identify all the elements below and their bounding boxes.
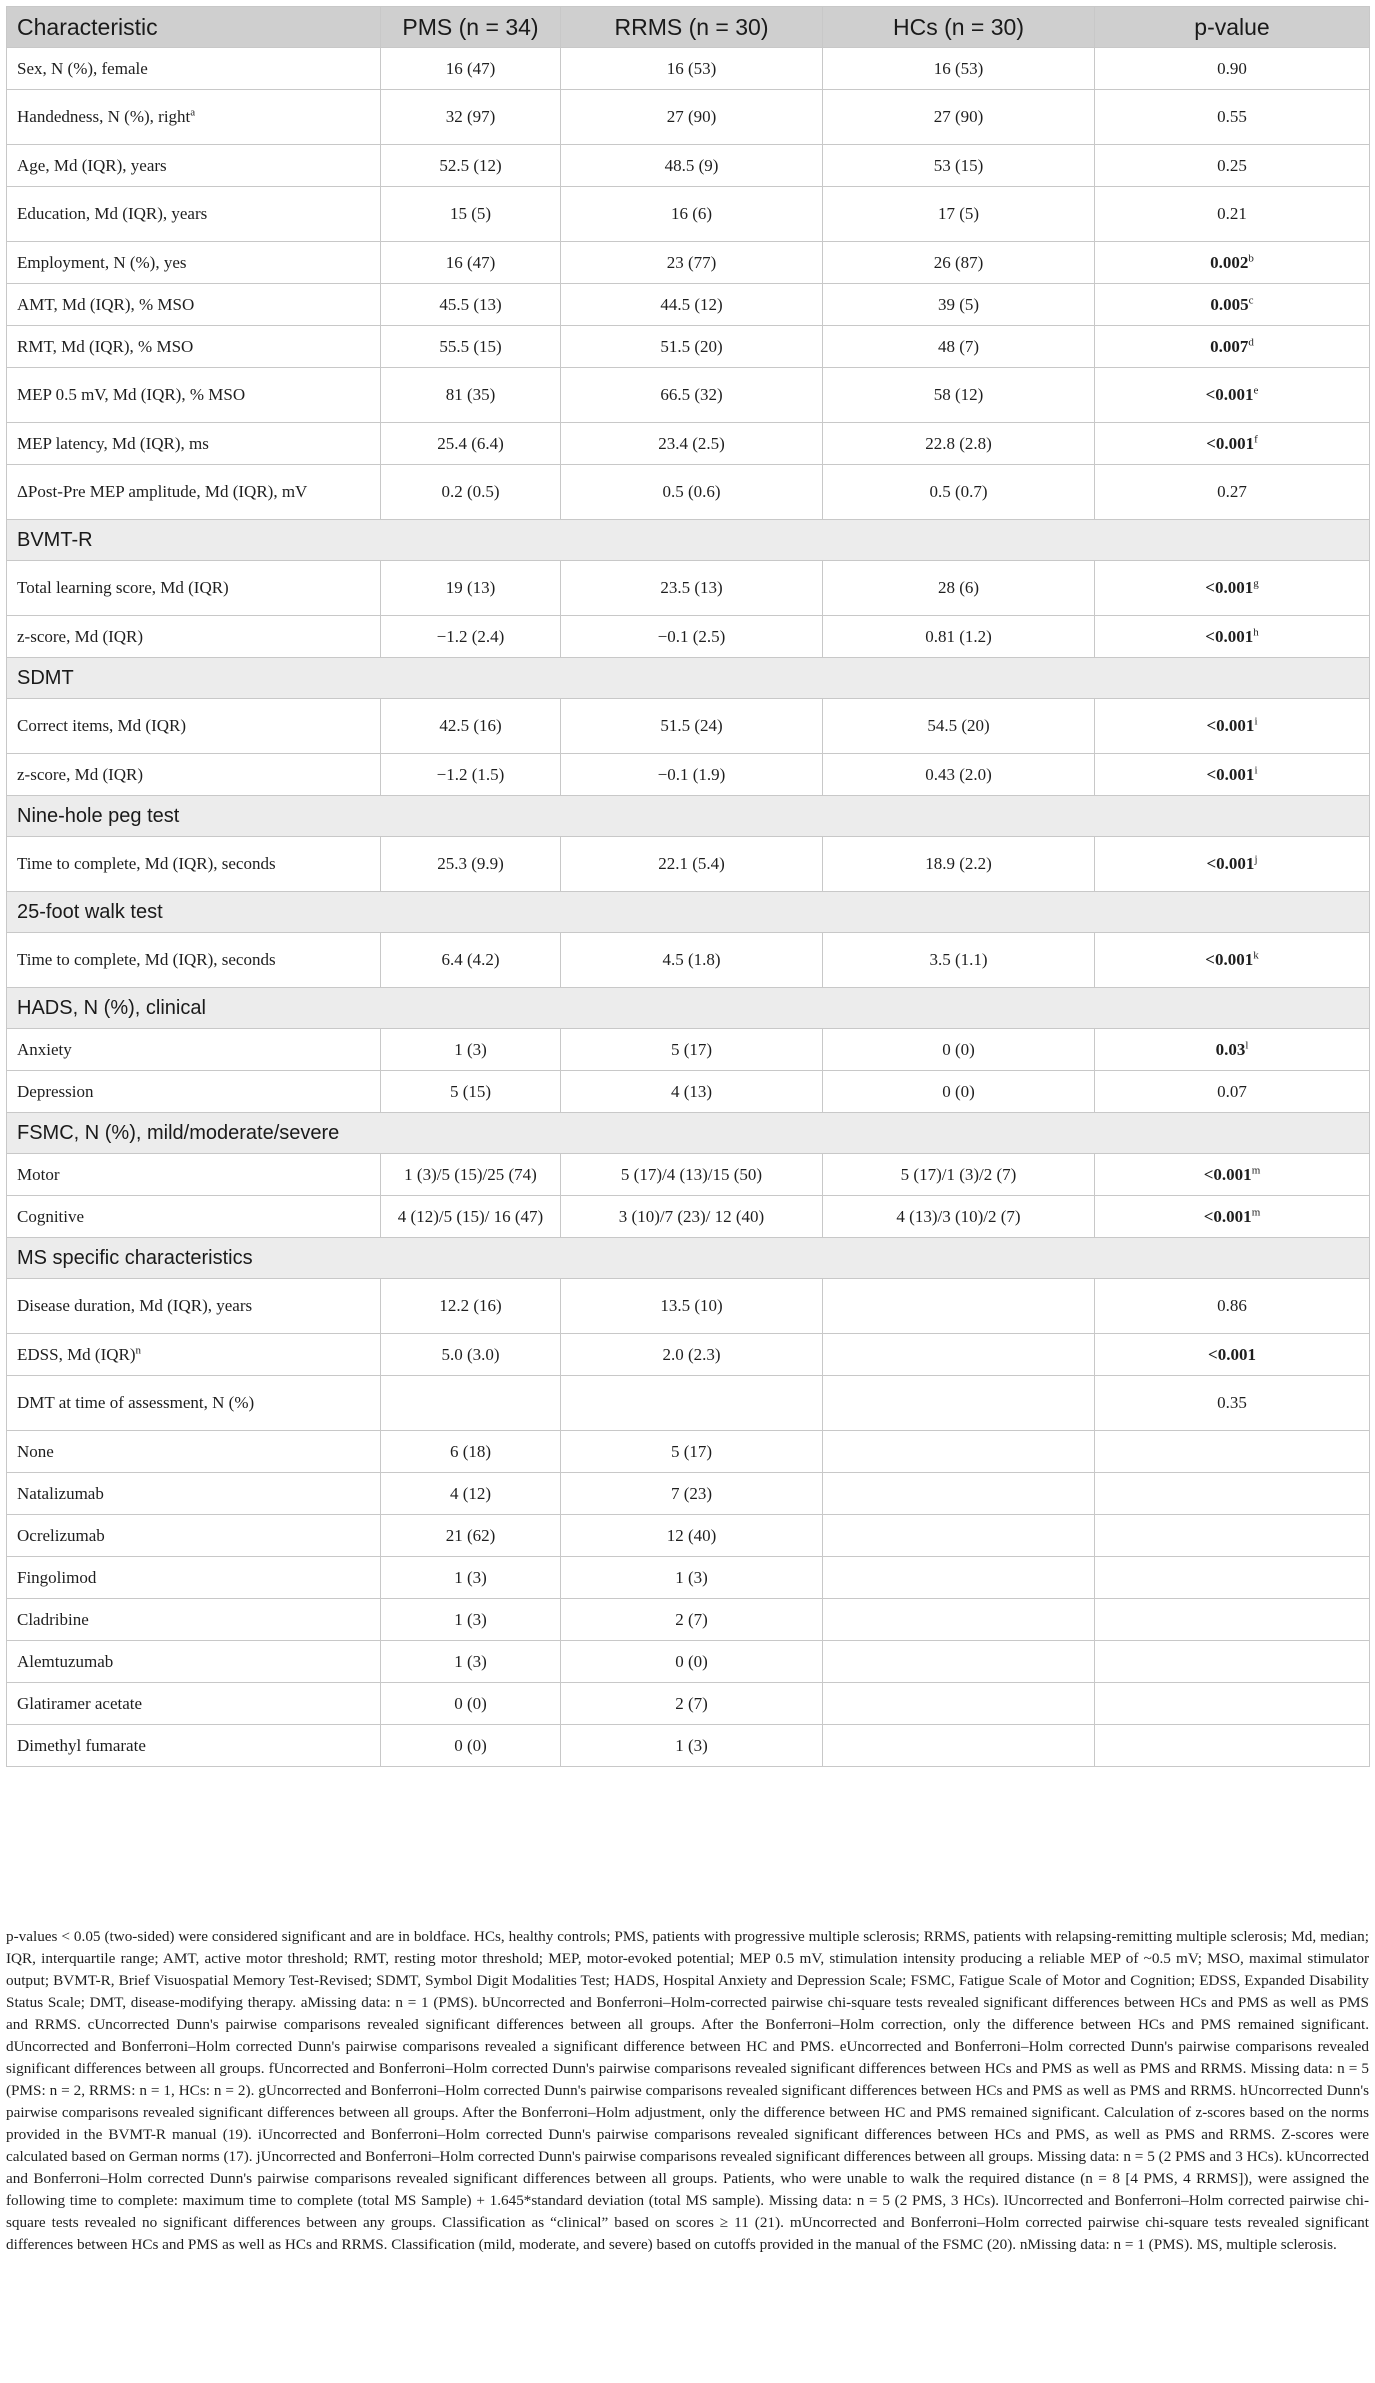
cell-pms: −1.2 (2.4) [381,616,561,658]
table-header-row [7,7,1370,48]
cell-hcs: 5 (17)/1 (3)/2 (7) [823,1154,1095,1196]
table-row [7,616,1370,658]
cell-pvalue [1095,1683,1370,1725]
pvalue-footnote-mark: j [1254,853,1258,866]
table-row [7,1196,1370,1238]
row-label: Time to complete, Md (IQR), seconds [17,950,276,969]
cell-pvalue [1095,1029,1370,1071]
table-row [7,145,1370,187]
label-footnote-mark: n [135,1343,142,1356]
table-row [7,423,1370,465]
cell-pvalue [1095,1154,1370,1196]
table-row [7,1334,1370,1376]
row-label-cell [7,561,381,616]
row-label-cell [7,1334,381,1376]
table-row [7,368,1370,423]
cell-pvalue [1095,423,1370,465]
row-label: Total learning score, Md (IQR) [17,578,229,597]
pvalue-footnote-mark: i [1254,715,1258,728]
table-row [7,284,1370,326]
pvalue-text: <0.001 [1206,764,1255,784]
cell-pms: 25.4 (6.4) [381,423,561,465]
row-label: MEP latency, Md (IQR), ms [17,433,209,453]
cell-hcs [823,1515,1095,1557]
table-row [7,1473,1370,1515]
pvalue-text: 0.35 [1217,1393,1247,1412]
cell-rrms: 16 (53) [561,48,823,90]
row-label-cell [7,145,381,187]
section-label: 25-foot walk test [7,892,1370,933]
cell-rrms: 5 (17) [561,1029,823,1071]
row-label-cell [7,1071,381,1113]
cell-pvalue [1095,1473,1370,1515]
cell-rrms: 0.5 (0.6) [561,465,823,520]
table-row [7,1376,1370,1431]
cell-hcs: 53 (15) [823,145,1095,187]
cell-rrms: 5 (17)/4 (13)/15 (50) [561,1154,823,1196]
row-label-cell [7,933,381,988]
cell-hcs: 0 (0) [823,1029,1095,1071]
pvalue-text: <0.001 [1206,854,1255,873]
pvalue-text: 0.007 [1210,336,1249,356]
cell-hcs: 0.81 (1.2) [823,616,1095,658]
cell-pms: 1 (3)/5 (15)/25 (74) [381,1154,561,1196]
table-body [7,48,1370,1767]
label-footnote-mark: a [190,106,196,119]
pvalue-footnote-mark: c [1248,293,1254,306]
pvalue-footnote-mark: k [1253,949,1259,962]
cell-hcs [823,1334,1095,1376]
row-label: Education, Md (IQR), years [17,204,208,223]
cell-pms: 1 (3) [381,1029,561,1071]
row-label-cell [7,187,381,242]
cell-pvalue [1095,1376,1370,1431]
cell-rrms: 51.5 (24) [561,699,823,754]
cell-hcs: 28 (6) [823,561,1095,616]
section-label: Nine-hole peg test [7,796,1370,837]
cell-pms: 15 (5) [381,187,561,242]
cell-pvalue [1095,242,1370,284]
pvalue-footnote-mark: l [1245,1038,1249,1051]
cell-hcs [823,1599,1095,1641]
row-label: z-score, Md (IQR) [17,626,144,646]
row-label: Depression [17,1081,94,1101]
row-label-cell [7,616,381,658]
table-row [7,933,1370,988]
cell-rrms: 2 (7) [561,1683,823,1725]
row-label: None [17,1441,54,1461]
cell-pms: 16 (47) [381,48,561,90]
row-label-cell [7,1154,381,1196]
cell-hcs: 54.5 (20) [823,699,1095,754]
cell-hcs [823,1725,1095,1767]
cell-pvalue [1095,837,1370,892]
cell-rrms: 4 (13) [561,1071,823,1113]
cell-rrms: 4.5 (1.8) [561,933,823,988]
cell-hcs: 22.8 (2.8) [823,423,1095,465]
cell-hcs: 58 (12) [823,368,1095,423]
cell-pvalue [1095,933,1370,988]
cell-rrms: 0 (0) [561,1641,823,1683]
table-row [7,1154,1370,1196]
cell-hcs [823,1557,1095,1599]
cell-pvalue [1095,187,1370,242]
characteristics-table [6,6,1370,1767]
table-footnote: p-values < 0.05 (two-sided) were considered significant and are in boldface. HCs, healthy controls; PMS, patients with progressive multiple sclerosis; RRMS, patients with relapsing-remitting multiple sclerosis; Md, median; IQR, interquartile range; AMT, active motor threshold; RMT, resting motor threshold; MEP, motor-evoked potential; MEP 0.5 mV, stimulation intensity producing a reliable MEP of ~0.5 mV; MSO, maximal stimulator output; BVMT-R, Brief Visuospatial Memory Test-Revised; SDMT, Symbol Digit Modalities Test; HADS, Hospital Anxiety and Depression Scale; FSMC, Fatigue Scale of Motor and Cognition; EDSS, Expanded Disability Status Scale; DMT, disease-modifying therapy. aMissing data: n = 1 (PMS). bUncorrected and Bonferroni–Holm-corrected pairwise chi-square tests revealed significant differences between HCs and PMS as well as PMS and RRMS. cUncorrected Dunn's pairwise comparisons revealed significant differences between all groups. After the Bonferroni–Holm correction, only the difference between HCs and PMS remained significant. dUncorrected and Bonferroni–Holm corrected Dunn's pairwise comparisons revealed a significant difference between HC and PMS. eUncorrected and Bonferroni–Holm corrected Dunn's pairwise comparisons revealed significant differences between all groups. fUncorrected and Bonferroni–Holm corrected Dunn's pairwise comparisons revealed significant differences between HCs and PMS as well as PMS and RRMS. Missing data: n = 5 (PMS: n = 2, RRMS: n = 1, HCs: n = 2). gUncorrected and Bonferroni–Holm corrected Dunn's pairwise comparisons revealed significant differences between HCs and PMS as well as PMS and RRMS. hUncorrected Dunn's pairwise comparisons revealed significant differences between all groups. After the Bonferroni–Holm adjustment, only the difference between HC and PMS remained significant. Calculation of z-scores based on the norms provided in the BVMT-R manual (19). iUncorrected and Bonferroni–Holm corrected Dunn's pairwise comparisons revealed significant differences between HCs and PMS, as well as PMS and RRMS. Z-scores were calculated based on German norms (17). jUncorrected and Bonferroni–Holm corrected Dunn's pairwise comparisons revealed significant differences between all groups. Missing data: n = 5 (2 PMS and 3 HCs). kUncorrected and Bonferroni–Holm corrected Dunn's pairwise comparisons revealed significant differences between all groups. Patients, who were unable to walk the required distance (n = 8 [4 PMS, 4 RRMS]), were assigned the following time to complete: maximum time to complete (total MS Sample) + 1.645*standard deviation (total MS sample). Missing data: n = 5 (2 PMS, 3 HCs). lUncorrected and Bonferroni–Holm corrected pairwise chi-square tests revealed no significant differences between any groups. Classification as “clinical” based on scores ≥ 11 (21). mUncorrected and Bonferroni–Holm corrected pairwise chi-square tests revealed significant differences between HCs and PMS as well as HCs and RRMS. Classification (mild, moderate, and severe) based on cutoffs provided in the manual of the FSMC (20). nMissing data: n = 1 (PMS). MS, multiple sclerosis. [6,1928,1369,2253]
table-row [7,1279,1370,1334]
table-row [7,90,1370,145]
cell-hcs: 16 (53) [823,48,1095,90]
pvalue-footnote-mark: b [1248,251,1254,264]
cell-hcs: 18.9 (2.2) [823,837,1095,892]
row-label: RMT, Md (IQR), % MSO [17,336,194,356]
section-label: FSMC, N (%), mild/moderate/severe [7,1113,1370,1154]
section-row [7,892,1370,933]
cell-pvalue [1095,1071,1370,1113]
cell-pms: 6 (18) [381,1431,561,1473]
cell-pvalue [1095,145,1370,187]
cell-pvalue [1095,1725,1370,1767]
row-label-cell [7,837,381,892]
cell-rrms: 2.0 (2.3) [561,1334,823,1376]
cell-pms: 1 (3) [381,1641,561,1683]
row-label: Handedness, N (%), right [17,107,191,126]
cell-rrms: 51.5 (20) [561,326,823,368]
pvalue-text: <0.001 [1206,433,1255,453]
cell-pvalue [1095,465,1370,520]
row-label-cell [7,699,381,754]
cell-rrms: 13.5 (10) [561,1279,823,1334]
row-label: ΔPost-Pre MEP amplitude, Md (IQR), mV [17,482,308,501]
section-label: MS specific characteristics [7,1238,1370,1279]
row-label-cell [7,1376,381,1431]
cell-pvalue [1095,1641,1370,1683]
cell-pms: 4 (12)/5 (15)/ 16 (47) [381,1196,561,1238]
header-rrms: RRMS (n = 30) [561,7,823,48]
cell-hcs [823,1376,1095,1431]
table-row [7,699,1370,754]
pvalue-text: 0.07 [1217,1081,1247,1101]
cell-hcs [823,1641,1095,1683]
pvalue-text: 0.21 [1217,204,1247,223]
row-label-cell [7,423,381,465]
cell-rrms: 16 (6) [561,187,823,242]
row-label: Correct items, Md (IQR) [17,716,187,735]
header-hcs: HCs (n = 30) [823,7,1095,48]
cell-pvalue [1095,48,1370,90]
row-label-cell [7,1641,381,1683]
row-label-cell [7,1557,381,1599]
row-label: Disease duration, Md (IQR), years [17,1296,253,1315]
pvalue-text: 0.86 [1217,1296,1247,1315]
cell-pms: −1.2 (1.5) [381,754,561,796]
cell-hcs [823,1683,1095,1725]
row-label: Employment, N (%), yes [17,252,187,272]
cell-rrms: 23 (77) [561,242,823,284]
cell-pvalue [1095,561,1370,616]
cell-pvalue [1095,90,1370,145]
cell-pvalue [1095,699,1370,754]
cell-rrms: 5 (17) [561,1431,823,1473]
table-row [7,1683,1370,1725]
row-label-cell [7,1725,381,1767]
row-label: Alemtuzumab [17,1651,114,1671]
cell-pms: 19 (13) [381,561,561,616]
table-row [7,1557,1370,1599]
cell-pvalue [1095,1557,1370,1599]
row-label: z-score, Md (IQR) [17,764,144,784]
cell-pms: 6.4 (4.2) [381,933,561,988]
row-label-cell [7,1431,381,1473]
row-label-cell [7,48,381,90]
table-row [7,1071,1370,1113]
cell-pvalue [1095,368,1370,423]
row-label: Cognitive [17,1206,85,1226]
row-label: Natalizumab [17,1483,104,1503]
cell-pvalue [1095,1599,1370,1641]
cell-hcs: 27 (90) [823,90,1095,145]
cell-hcs: 17 (5) [823,187,1095,242]
cell-rrms: −0.1 (2.5) [561,616,823,658]
header-characteristic: Characteristic [7,7,381,48]
cell-pvalue [1095,284,1370,326]
pvalue-text: 0.25 [1217,155,1247,175]
table-row [7,754,1370,796]
table-row [7,1641,1370,1683]
table-row [7,48,1370,90]
cell-pms: 12.2 (16) [381,1279,561,1334]
cell-pms: 5.0 (3.0) [381,1334,561,1376]
cell-hcs: 48 (7) [823,326,1095,368]
cell-hcs: 3.5 (1.1) [823,933,1095,988]
pvalue-footnote-mark: i [1254,763,1258,776]
cell-pms: 0 (0) [381,1683,561,1725]
section-row [7,520,1370,561]
row-label: Motor [17,1164,60,1184]
header-pms: PMS (n = 34) [381,7,561,48]
cell-pms: 21 (62) [381,1515,561,1557]
section-label: HADS, N (%), clinical [7,988,1370,1029]
table-row [7,1029,1370,1071]
section-row [7,988,1370,1029]
row-label-cell [7,754,381,796]
pvalue-footnote-mark: f [1254,432,1258,445]
pvalue-text: <0.001 [1205,626,1254,646]
row-label: Glatiramer acetate [17,1693,143,1713]
row-label-cell [7,1683,381,1725]
cell-pms: 4 (12) [381,1473,561,1515]
pvalue-footnote-mark: e [1253,384,1259,397]
cell-pms: 42.5 (16) [381,699,561,754]
cell-rrms: 23.5 (13) [561,561,823,616]
row-label: Age, Md (IQR), years [17,155,167,175]
pvalue-footnote-mark: d [1248,335,1254,348]
pvalue-footnote-mark: m [1251,1163,1261,1176]
section-row [7,658,1370,699]
section-row [7,1238,1370,1279]
row-label: AMT, Md (IQR), % MSO [17,294,195,314]
row-label: DMT at time of assessment, N (%) [17,1393,255,1412]
cell-rrms: 3 (10)/7 (23)/ 12 (40) [561,1196,823,1238]
table-row [7,326,1370,368]
cell-hcs [823,1431,1095,1473]
table-row [7,242,1370,284]
pvalue-text: 0.55 [1217,107,1247,126]
table-row [7,1431,1370,1473]
cell-pvalue [1095,1279,1370,1334]
pvalue-text: 0.002 [1210,252,1249,272]
cell-rrms: 12 (40) [561,1515,823,1557]
pvalue-text: 0.03 [1215,1039,1246,1059]
row-label-cell [7,368,381,423]
pvalue-footnote-mark: h [1253,625,1259,638]
row-label-cell [7,1279,381,1334]
cell-hcs: 0.5 (0.7) [823,465,1095,520]
pvalue-text: <0.001 [1203,1206,1252,1226]
row-label-cell [7,1599,381,1641]
cell-rrms: 22.1 (5.4) [561,837,823,892]
row-label: Dimethyl fumarate [17,1735,146,1755]
cell-hcs: 4 (13)/3 (10)/2 (7) [823,1196,1095,1238]
row-label-cell [7,90,381,145]
cell-hcs: 0 (0) [823,1071,1095,1113]
row-label: Time to complete, Md (IQR), seconds [17,854,276,873]
cell-rrms: 7 (23) [561,1473,823,1515]
cell-rrms: 1 (3) [561,1725,823,1767]
table-row [7,837,1370,892]
cell-hcs: 0.43 (2.0) [823,754,1095,796]
cell-hcs [823,1279,1095,1334]
cell-pms: 5 (15) [381,1071,561,1113]
section-row [7,1113,1370,1154]
cell-hcs: 26 (87) [823,242,1095,284]
cell-rrms: 66.5 (32) [561,368,823,423]
row-label: Ocrelizumab [17,1525,105,1545]
cell-rrms: 23.4 (2.5) [561,423,823,465]
cell-pms: 1 (3) [381,1557,561,1599]
row-label-cell [7,284,381,326]
row-label-cell [7,242,381,284]
pvalue-text: <0.001 [1208,1344,1256,1364]
row-label-cell [7,1515,381,1557]
pvalue-text: <0.001 [1205,950,1254,969]
pvalue-footnote-mark: g [1253,577,1259,590]
row-label: EDSS, Md (IQR) [17,1344,136,1364]
cell-hcs [823,1473,1095,1515]
cell-pvalue [1095,326,1370,368]
pvalue-text: 0.27 [1217,482,1247,501]
row-label-cell [7,1473,381,1515]
pvalue-text: <0.001 [1205,385,1254,404]
pvalue-text: <0.001 [1206,716,1255,735]
cell-pms: 25.3 (9.9) [381,837,561,892]
row-label-cell [7,1029,381,1071]
cell-pms: 1 (3) [381,1599,561,1641]
cell-rrms: 27 (90) [561,90,823,145]
pvalue-text: 0.005 [1210,294,1249,314]
table-row [7,1515,1370,1557]
row-label: Anxiety [17,1039,72,1059]
pvalue-text: <0.001 [1203,1164,1252,1184]
header-pvalue: p-value [1095,7,1370,48]
cell-pvalue [1095,616,1370,658]
cell-pvalue [1095,1334,1370,1376]
row-label: Sex, N (%), female [17,58,148,78]
row-label: MEP 0.5 mV, Md (IQR), % MSO [17,385,246,404]
cell-rrms [561,1376,823,1431]
table-row [7,561,1370,616]
row-label: Fingolimod [17,1567,97,1587]
section-label: BVMT-R [7,520,1370,561]
cell-pvalue [1095,1431,1370,1473]
cell-pvalue [1095,1515,1370,1557]
cell-pms: 55.5 (15) [381,326,561,368]
row-label: Cladribine [17,1609,89,1629]
cell-rrms: 44.5 (12) [561,284,823,326]
section-label: SDMT [7,658,1370,699]
cell-rrms: −0.1 (1.9) [561,754,823,796]
cell-rrms: 48.5 (9) [561,145,823,187]
table-row [7,187,1370,242]
cell-rrms: 1 (3) [561,1557,823,1599]
row-label-cell [7,465,381,520]
pvalue-text: <0.001 [1205,578,1254,597]
cell-pms: 52.5 (12) [381,145,561,187]
cell-pvalue [1095,1196,1370,1238]
cell-pms: 0.2 (0.5) [381,465,561,520]
row-label-cell [7,326,381,368]
cell-pvalue [1095,754,1370,796]
cell-pms: 81 (35) [381,368,561,423]
row-label-cell [7,1196,381,1238]
cell-pms: 45.5 (13) [381,284,561,326]
table-row [7,1599,1370,1641]
table-row [7,465,1370,520]
cell-pms [381,1376,561,1431]
table-row [7,1725,1370,1767]
cell-pms: 16 (47) [381,242,561,284]
cell-rrms: 2 (7) [561,1599,823,1641]
section-row [7,796,1370,837]
pvalue-footnote-mark: m [1251,1205,1261,1218]
cell-pms: 0 (0) [381,1725,561,1767]
cell-hcs: 39 (5) [823,284,1095,326]
pvalue-text: 0.90 [1217,58,1247,78]
cell-pms: 32 (97) [381,90,561,145]
